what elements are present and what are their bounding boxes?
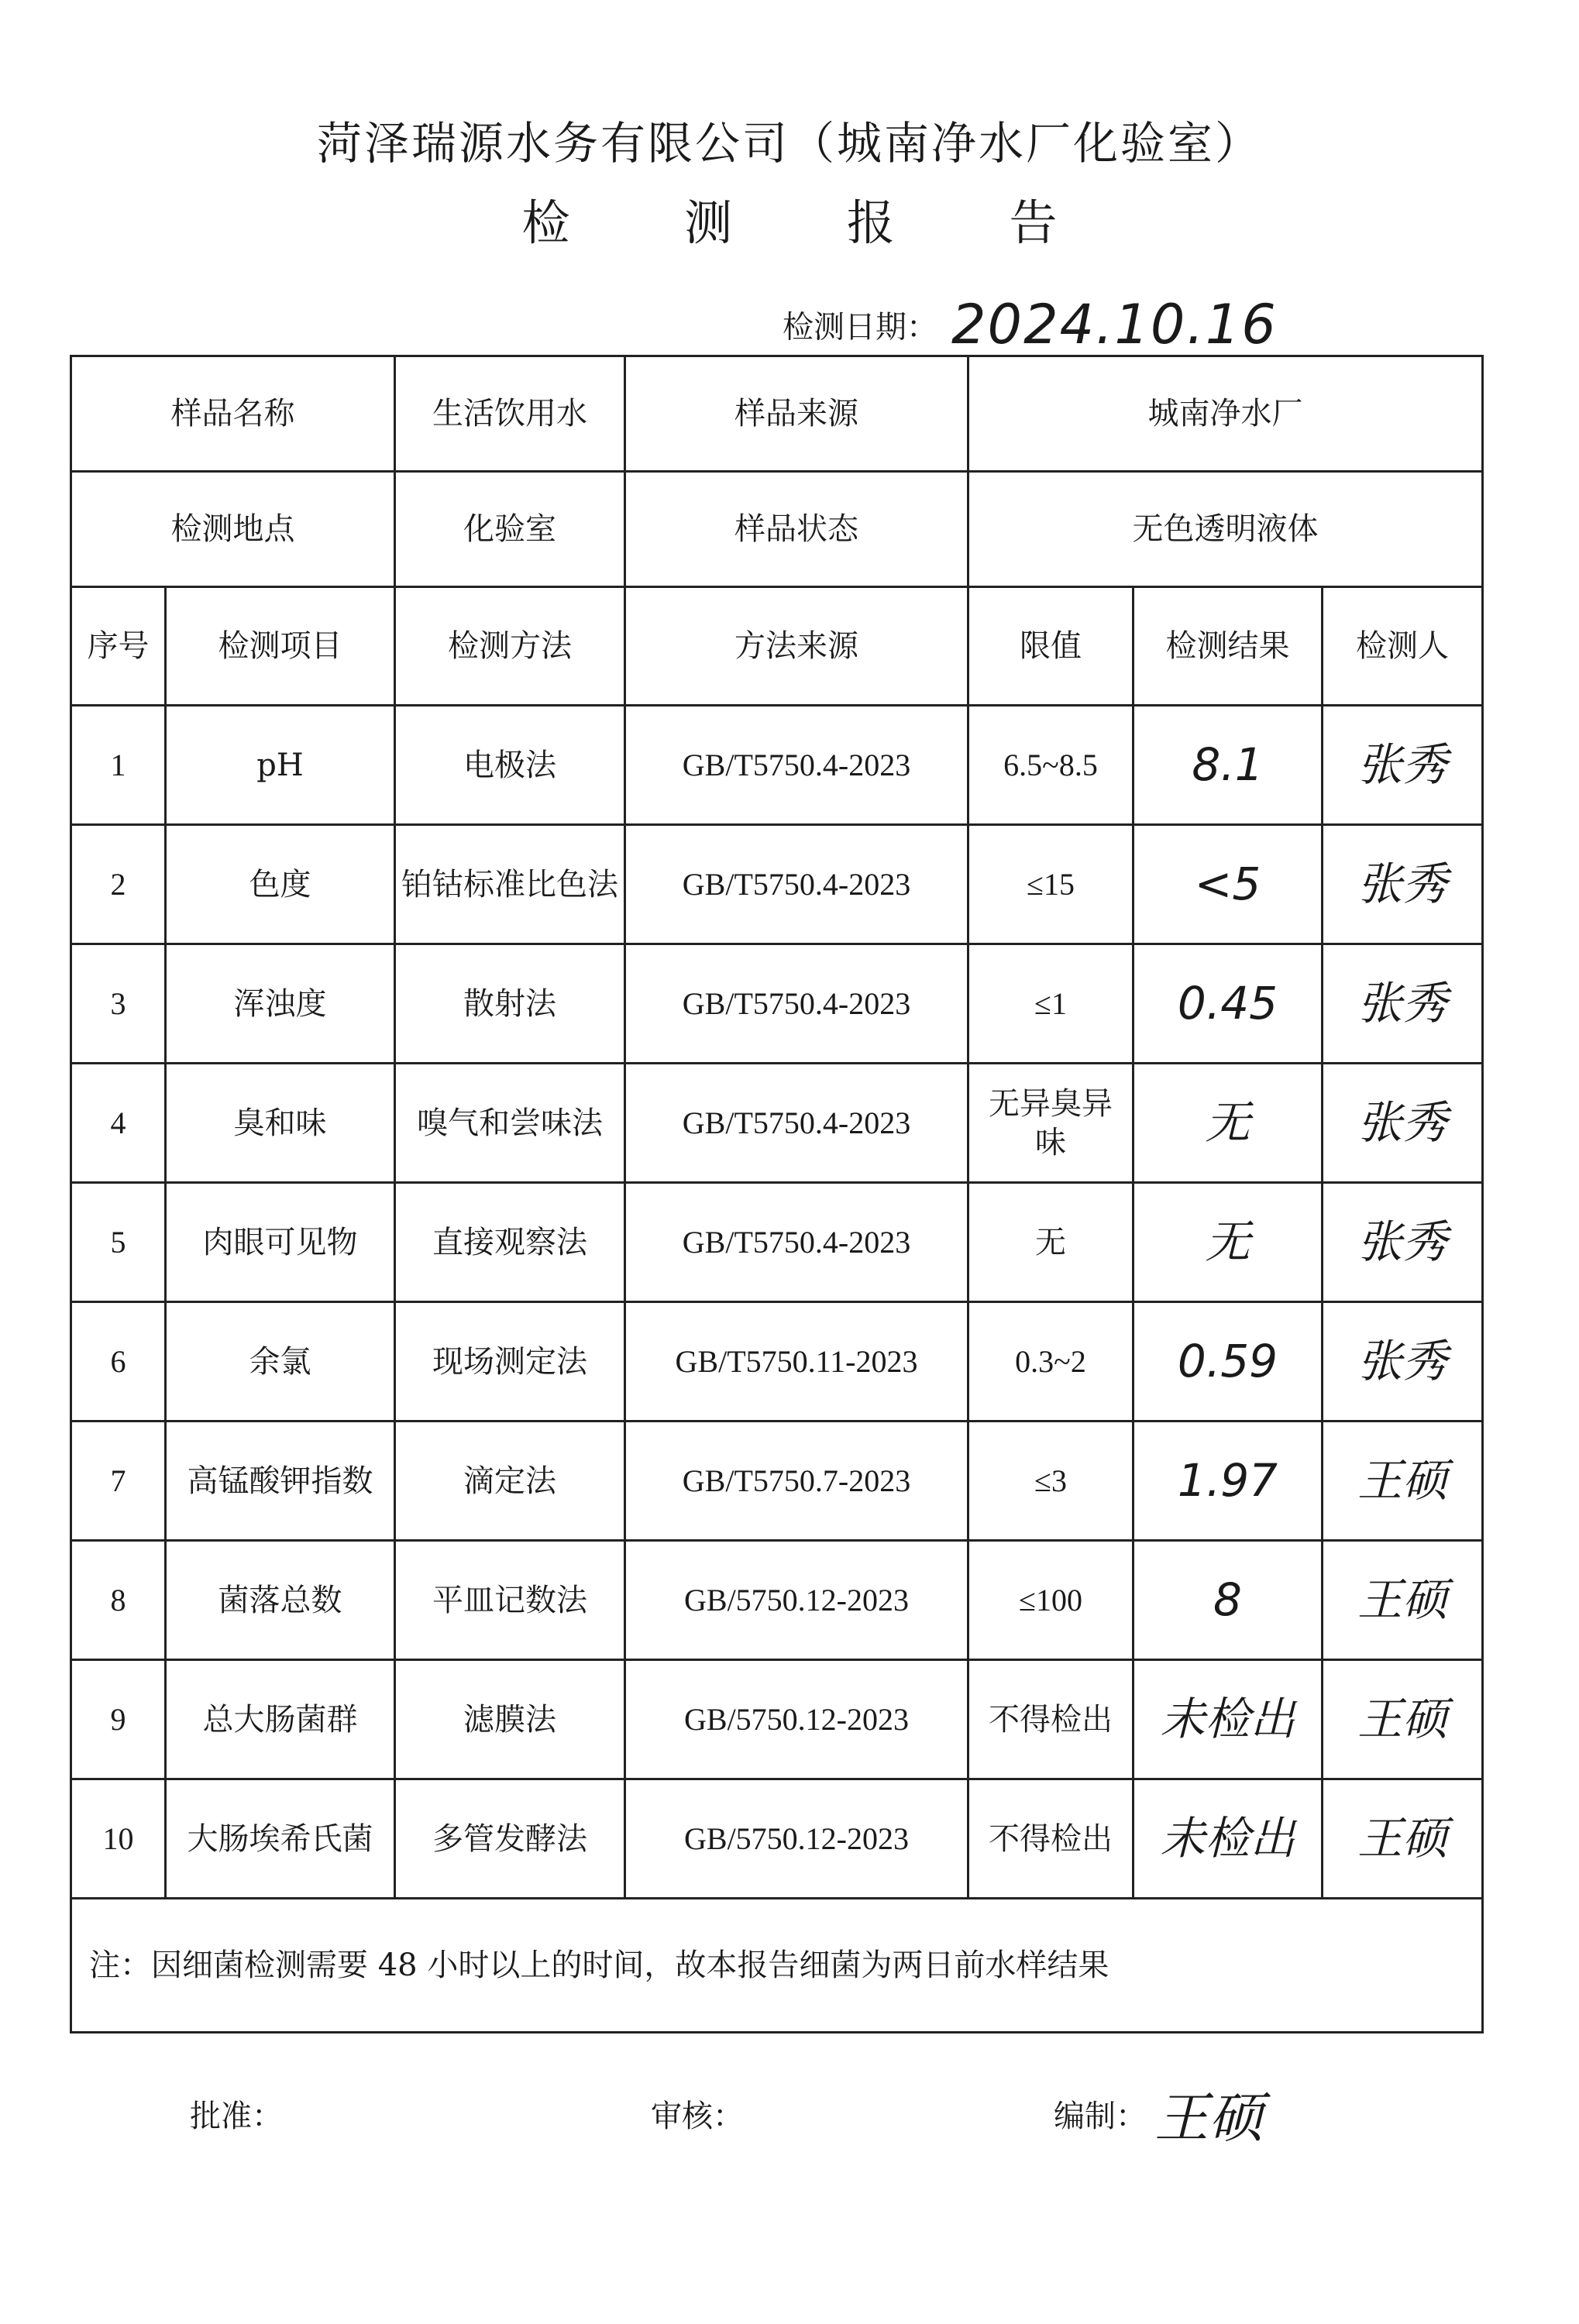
limit-value: ≤100 [968, 1541, 1134, 1660]
row-number: 10 [71, 1779, 166, 1899]
tester-signature: 张秀 [1323, 1064, 1483, 1183]
column-header-row [71, 587, 1483, 706]
sample-source-label: 样品来源 [625, 356, 968, 472]
test-date [783, 293, 1278, 356]
test-result: 1.97 [1134, 1422, 1323, 1541]
method-source: GB/T5750.4-2023 [625, 706, 968, 825]
table-row [71, 1779, 1483, 1899]
column-header: 检测人 [1323, 587, 1483, 706]
sample-source: 城南净水厂 [968, 356, 1483, 472]
sample-name: 生活饮用水 [395, 356, 625, 472]
test-item: 大肠埃希氏菌 [166, 1779, 395, 1899]
test-site-label: 检测地点 [71, 472, 395, 587]
table-row [71, 1541, 1483, 1660]
limit-value: 0.3~2 [968, 1302, 1134, 1422]
approve-label: 批准： [190, 2099, 283, 2134]
sample-state: 无色透明液体 [968, 472, 1483, 587]
test-item: 浑浊度 [166, 944, 395, 1064]
limit-value: ≤3 [968, 1422, 1134, 1541]
table-row [71, 1660, 1483, 1779]
test-site: 化验室 [395, 472, 625, 587]
method-source: GB/T5750.7-2023 [625, 1422, 968, 1541]
review-label: 审核： [651, 2099, 744, 2134]
test-item: 高锰酸钾指数 [166, 1422, 395, 1541]
row-number: 4 [71, 1064, 166, 1183]
test-method: 平皿记数法 [395, 1541, 625, 1660]
sample-state-label: 样品状态 [625, 472, 968, 587]
info-row-1 [71, 356, 1483, 472]
test-method: 现场测定法 [395, 1302, 625, 1422]
row-number: 1 [71, 706, 166, 825]
table-row [71, 1422, 1483, 1541]
test-result: 未检出 [1134, 1660, 1323, 1779]
tester-signature: 王硕 [1323, 1541, 1483, 1660]
tester-signature: 张秀 [1323, 944, 1483, 1064]
test-method: 滤膜法 [395, 1660, 625, 1779]
test-result: 0.59 [1134, 1302, 1323, 1422]
method-source: GB/5750.12-2023 [625, 1541, 968, 1660]
method-source: GB/T5750.4-2023 [625, 825, 968, 944]
column-header: 检测方法 [395, 587, 625, 706]
test-item: 菌落总数 [166, 1541, 395, 1660]
test-method: 滴定法 [395, 1422, 625, 1541]
test-result: 无 [1134, 1183, 1323, 1302]
test-item: 肉眼可见物 [166, 1183, 395, 1302]
method-source: GB/5750.12-2023 [625, 1660, 968, 1779]
row-number: 2 [71, 825, 166, 944]
test-result: 8.1 [1134, 706, 1323, 825]
tester-signature: 王硕 [1323, 1779, 1483, 1899]
method-source: GB/5750.12-2023 [625, 1779, 968, 1899]
test-date-label: 检测日期： [783, 309, 937, 346]
report-table [70, 355, 1484, 2033]
column-header: 限值 [968, 587, 1134, 706]
table-row [71, 1302, 1483, 1422]
test-result: 无 [1134, 1064, 1323, 1183]
test-method: 铂钴标准比色法 [395, 825, 625, 944]
limit-value: ≤1 [968, 944, 1134, 1064]
test-date-value: 2024.10.16 [951, 293, 1278, 356]
note-text: 注：因细菌检测需要 48 小时以上的时间，故本报告细菌为两日前水样结果 [71, 1899, 1483, 2033]
org-title: 菏泽瑞源水务有限公司（城南净水厂化验室） [316, 117, 1262, 170]
row-number: 6 [71, 1302, 166, 1422]
row-number: 9 [71, 1660, 166, 1779]
report-title: 检 测 报 告 [521, 194, 1107, 251]
method-source: GB/T5750.4-2023 [625, 1183, 968, 1302]
tester-signature: 张秀 [1323, 1183, 1483, 1302]
table-row [71, 825, 1483, 944]
test-result: <5 [1134, 825, 1323, 944]
limit-value: 无 [968, 1183, 1134, 1302]
limit-value: 6.5~8.5 [968, 706, 1134, 825]
table-row [71, 706, 1483, 825]
column-header: 序号 [71, 587, 166, 706]
test-method: 多管发酵法 [395, 1779, 625, 1899]
test-method: 散射法 [395, 944, 625, 1064]
test-item: 余氯 [166, 1302, 395, 1422]
test-result: 8 [1134, 1541, 1323, 1660]
method-source: GB/T5750.4-2023 [625, 1064, 968, 1183]
limit-value: 不得检出 [968, 1660, 1134, 1779]
limit-value: 无异臭异味 [968, 1064, 1134, 1183]
limit-value: ≤15 [968, 825, 1134, 944]
row-number: 5 [71, 1183, 166, 1302]
column-header: 检测项目 [166, 587, 395, 706]
test-item: pH [166, 706, 395, 825]
info-row-2 [71, 472, 1483, 587]
column-header: 检测结果 [1134, 587, 1323, 706]
test-method: 电极法 [395, 706, 625, 825]
tester-signature: 张秀 [1323, 1302, 1483, 1422]
test-method: 嗅气和尝味法 [395, 1064, 625, 1183]
tester-signature: 张秀 [1323, 825, 1483, 944]
table-row [71, 944, 1483, 1064]
column-header: 方法来源 [625, 587, 968, 706]
limit-value: 不得检出 [968, 1779, 1134, 1899]
test-result: 0.45 [1134, 944, 1323, 1064]
row-number: 7 [71, 1422, 166, 1541]
tester-signature: 张秀 [1323, 706, 1483, 825]
editor-signature: 王硕 [1154, 2086, 1263, 2150]
row-number: 8 [71, 1541, 166, 1660]
sample-name-label: 样品名称 [71, 356, 395, 472]
note-row [71, 1899, 1483, 2033]
edit-label: 编制： [1054, 2099, 1147, 2134]
test-item: 色度 [166, 825, 395, 944]
test-method: 直接观察法 [395, 1183, 625, 1302]
row-number: 3 [71, 944, 166, 1064]
test-result: 未检出 [1134, 1779, 1323, 1899]
table-row [71, 1183, 1483, 1302]
test-item: 总大肠菌群 [166, 1660, 395, 1779]
tester-signature: 王硕 [1323, 1422, 1483, 1541]
method-source: GB/T5750.11-2023 [625, 1302, 968, 1422]
test-item: 臭和味 [166, 1064, 395, 1183]
table-row [71, 1064, 1483, 1183]
tester-signature: 王硕 [1323, 1660, 1483, 1779]
method-source: GB/T5750.4-2023 [625, 944, 968, 1064]
